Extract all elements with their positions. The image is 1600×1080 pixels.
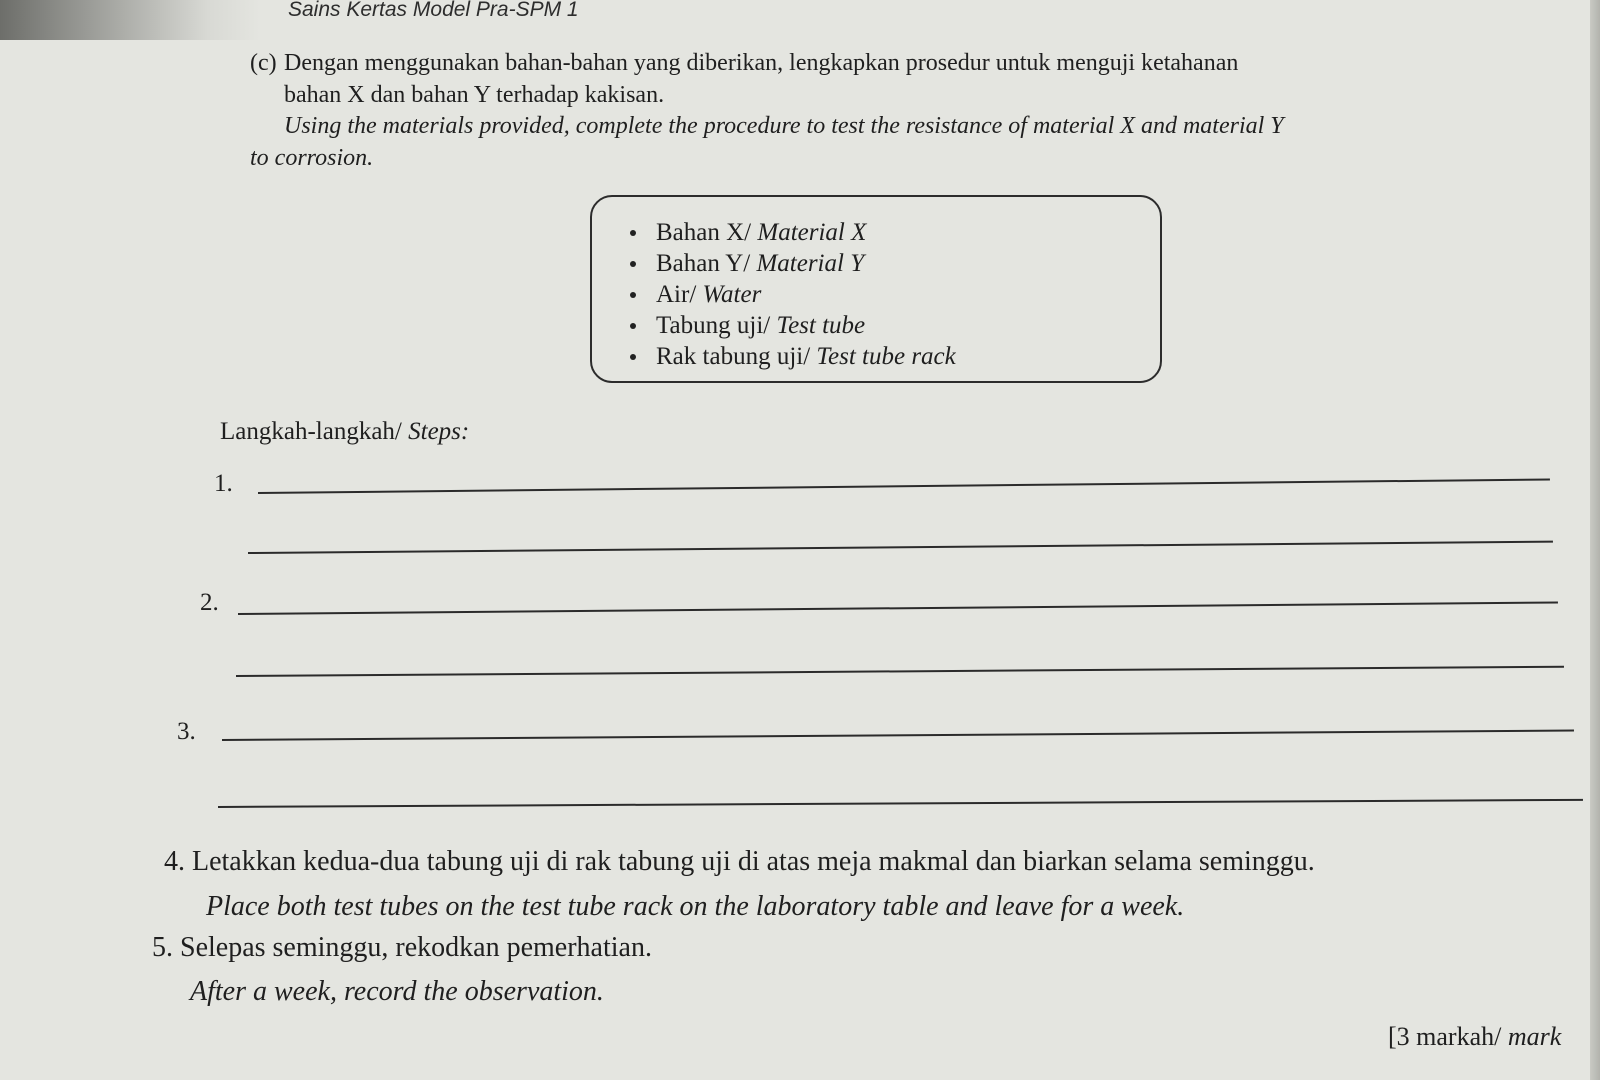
material-item xyxy=(630,341,1160,372)
material-label-en: Test tube rack xyxy=(816,343,956,370)
question-text-en-1: Using the materials provided, complete the procedure to test the resistance of material X and material Y xyxy=(284,113,1284,140)
answer-line-2b[interactable] xyxy=(236,666,1564,677)
material-label-ms: Bahan Y/ xyxy=(656,250,757,277)
question-text-en-2: to corrosion. xyxy=(250,145,374,172)
step-5 xyxy=(152,932,652,964)
question-line-4 xyxy=(250,143,1570,175)
step-5-number: 5. xyxy=(152,932,173,963)
material-item xyxy=(630,279,1160,310)
material-item xyxy=(630,217,1160,248)
step-4 xyxy=(164,846,1315,878)
question-line-2 xyxy=(250,80,1570,112)
material-label-en: Material X xyxy=(757,219,867,246)
material-label-en: Material Y xyxy=(756,250,865,277)
step-3-number: 3. xyxy=(177,718,196,745)
step-5-en: After a week, record the observation. xyxy=(190,976,604,1007)
step-4-text-ms: Letakkan kedua-dua tabung uji di rak tabung uji di atas meja makmal dan biarkan selama seminggu. xyxy=(192,846,1315,877)
marks-label-en: mark xyxy=(1507,1022,1562,1051)
page-header: Sains Kertas Model Pra-SPM 1 xyxy=(288,0,579,21)
question-text-ms-2: bahan X dan bahan Y terhadap kakisan. xyxy=(284,81,665,108)
steps-heading-en: Steps: xyxy=(408,418,470,445)
steps-heading-ms: Langkah-langkah/ xyxy=(220,418,409,445)
material-label-ms: Rak tabung uji/ xyxy=(656,343,817,370)
material-item xyxy=(630,310,1160,341)
page-edge xyxy=(1590,0,1600,1080)
question-line-1 xyxy=(250,48,1570,80)
material-label-ms: Tabung uji/ xyxy=(656,312,777,339)
steps-heading xyxy=(220,418,469,446)
answer-line-3a[interactable] xyxy=(222,730,1574,741)
question-text-ms-1: Dengan menggunakan bahan-bahan yang diberikan, lengkapkan prosedur untuk menguji ketahanan xyxy=(284,50,1239,76)
marks-label xyxy=(1388,1022,1561,1052)
answer-line-1b[interactable] xyxy=(248,541,1553,554)
answer-line-2a[interactable] xyxy=(238,601,1558,615)
step-4-number: 4. xyxy=(164,846,185,877)
material-label-en: Water xyxy=(702,281,762,308)
question-line-3 xyxy=(250,111,1570,143)
material-label-ms: Bahan X/ xyxy=(656,219,758,246)
material-item xyxy=(630,248,1160,279)
material-label-ms: Air/ xyxy=(656,281,703,308)
step-2-number: 2. xyxy=(200,589,219,616)
material-label-en: Test tube xyxy=(776,312,866,339)
answer-line-1a[interactable] xyxy=(258,478,1550,494)
step-4-en: Place both test tubes on the test tube rack on the laboratory table and leave for a week. xyxy=(206,891,1185,922)
materials-box xyxy=(590,195,1162,383)
step-5-text-ms: Selepas seminggu, rekodkan pemerhatian. xyxy=(180,932,652,963)
answer-line-3b[interactable] xyxy=(218,799,1583,808)
step-1-number: 1. xyxy=(214,470,233,497)
question-c xyxy=(250,48,1570,175)
question-label: (c) xyxy=(250,50,277,76)
page-corner-shadow xyxy=(0,0,260,40)
marks-label-ms: [3 markah/ xyxy=(1388,1022,1508,1051)
